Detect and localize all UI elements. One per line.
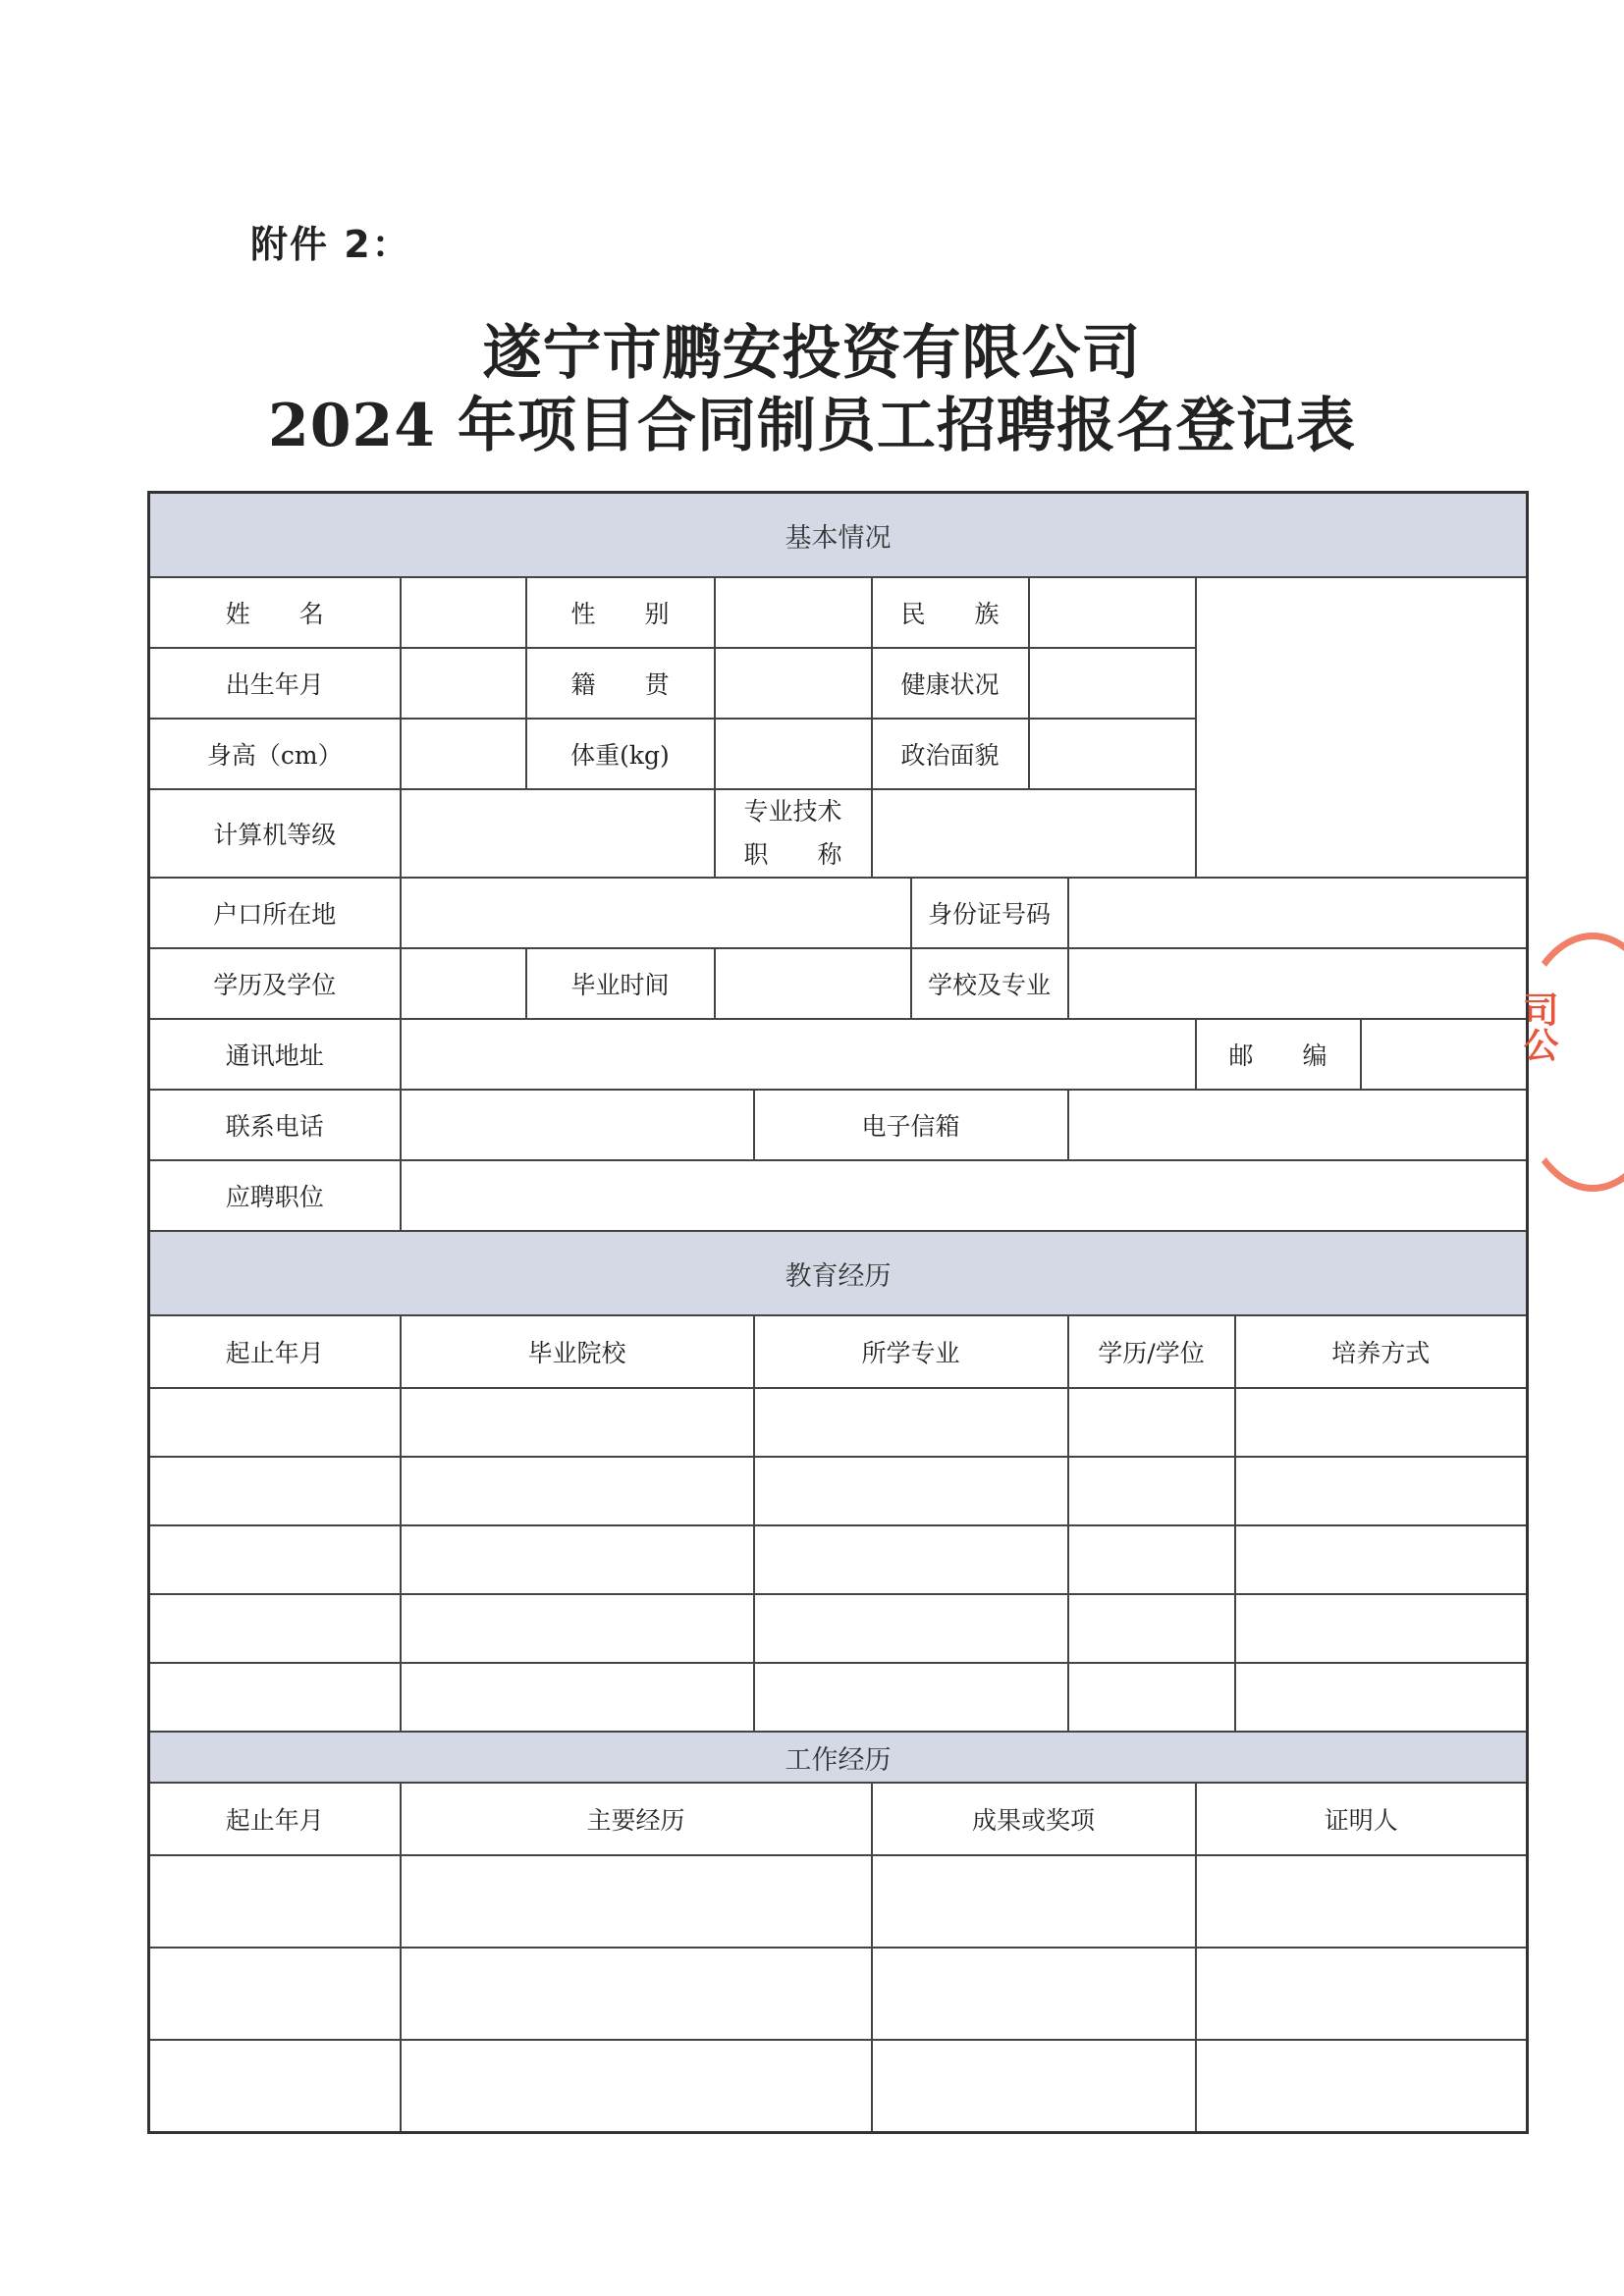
attachment-label: 附件 2： <box>250 223 411 266</box>
input-position[interactable] <box>401 1160 1528 1231</box>
label-political: 政治面貌 <box>872 719 1029 789</box>
input-professional-title[interactable] <box>872 789 1196 878</box>
edu-cell[interactable] <box>1068 1663 1235 1732</box>
table-row <box>149 1948 1528 2040</box>
work-cell[interactable] <box>401 2040 872 2133</box>
label-professional-title-line1: 专业技术 <box>743 797 842 826</box>
edu-header-degree: 学历/学位 <box>1068 1315 1235 1388</box>
label-birth: 出生年月 <box>149 648 401 719</box>
label-name: 姓 名 <box>149 577 401 648</box>
table-row <box>149 1388 1528 1457</box>
work-cell[interactable] <box>1196 1948 1528 2040</box>
photo-box[interactable] <box>1196 577 1528 878</box>
label-native-place: 籍 贯 <box>526 648 715 719</box>
work-cell[interactable] <box>872 1855 1196 1948</box>
label-email: 电子信箱 <box>754 1090 1068 1160</box>
section-basic-info: 基本情况 <box>149 493 1528 578</box>
label-height: 身高（cm） <box>149 719 401 789</box>
work-header-period: 起止年月 <box>149 1783 401 1855</box>
edu-cell[interactable] <box>149 1663 401 1732</box>
edu-cell[interactable] <box>401 1457 754 1525</box>
edu-cell[interactable] <box>1235 1663 1528 1732</box>
table-row <box>149 1855 1528 1948</box>
edu-cell[interactable] <box>1235 1457 1528 1525</box>
label-professional-title <box>715 789 872 878</box>
edu-cell[interactable] <box>754 1525 1068 1594</box>
edu-cell[interactable] <box>1068 1388 1235 1457</box>
table-row <box>149 1525 1528 1594</box>
input-computer-level[interactable] <box>401 789 715 878</box>
input-height[interactable] <box>401 719 526 789</box>
edu-cell[interactable] <box>401 1525 754 1594</box>
edu-cell[interactable] <box>401 1594 754 1663</box>
label-postcode: 邮 编 <box>1196 1019 1361 1090</box>
edu-cell[interactable] <box>401 1663 754 1732</box>
edu-header-period: 起止年月 <box>149 1315 401 1388</box>
table-row <box>149 1594 1528 1663</box>
label-weight: 体重(kg) <box>526 719 715 789</box>
input-email[interactable] <box>1068 1090 1528 1160</box>
work-cell[interactable] <box>872 1948 1196 2040</box>
input-native-place[interactable] <box>715 648 872 719</box>
work-cell[interactable] <box>149 1855 401 1948</box>
edu-cell[interactable] <box>1068 1457 1235 1525</box>
input-weight[interactable] <box>715 719 872 789</box>
company-seal-stamp <box>1512 933 1624 1192</box>
edu-cell[interactable] <box>754 1663 1068 1732</box>
work-cell[interactable] <box>401 1948 872 2040</box>
input-id-number[interactable] <box>1068 878 1528 948</box>
input-birth[interactable] <box>401 648 526 719</box>
input-ethnicity[interactable] <box>1029 577 1196 648</box>
table-row <box>149 1457 1528 1525</box>
label-computer-level: 计算机等级 <box>149 789 401 878</box>
work-cell[interactable] <box>149 2040 401 2133</box>
label-phone: 联系电话 <box>149 1090 401 1160</box>
label-address: 通讯地址 <box>149 1019 401 1090</box>
section-work: 工作经历 <box>149 1732 1528 1783</box>
label-id-number: 身份证号码 <box>911 878 1068 948</box>
edu-cell[interactable] <box>401 1388 754 1457</box>
edu-header-school: 毕业院校 <box>401 1315 754 1388</box>
edu-cell[interactable] <box>149 1594 401 1663</box>
work-cell[interactable] <box>401 1855 872 1948</box>
work-header-referee: 证明人 <box>1196 1783 1528 1855</box>
company-seal-text: 司公 <box>1518 991 1559 1062</box>
input-address[interactable] <box>401 1019 1196 1090</box>
label-professional-title-line2: 职 称 <box>743 840 842 869</box>
edu-cell[interactable] <box>754 1594 1068 1663</box>
edu-cell[interactable] <box>1068 1525 1235 1594</box>
section-education: 教育经历 <box>149 1231 1528 1315</box>
work-cell[interactable] <box>1196 1855 1528 1948</box>
edu-cell[interactable] <box>149 1457 401 1525</box>
label-gender: 性 别 <box>526 577 715 648</box>
edu-header-major: 所学专业 <box>754 1315 1068 1388</box>
work-header-achievements: 成果或奖项 <box>872 1783 1196 1855</box>
edu-cell[interactable] <box>1068 1594 1235 1663</box>
label-grad-time: 毕业时间 <box>526 948 715 1019</box>
input-household[interactable] <box>401 878 911 948</box>
input-name[interactable] <box>401 577 526 648</box>
edu-cell[interactable] <box>754 1388 1068 1457</box>
input-political[interactable] <box>1029 719 1196 789</box>
work-cell[interactable] <box>1196 2040 1528 2133</box>
label-household: 户口所在地 <box>149 878 401 948</box>
edu-cell[interactable] <box>149 1388 401 1457</box>
table-row <box>149 2040 1528 2133</box>
input-phone[interactable] <box>401 1090 754 1160</box>
input-gender[interactable] <box>715 577 872 648</box>
input-health[interactable] <box>1029 648 1196 719</box>
label-health: 健康状况 <box>872 648 1029 719</box>
table-row <box>149 1663 1528 1732</box>
registration-table <box>147 491 1529 2134</box>
label-ethnicity: 民 族 <box>872 577 1029 648</box>
input-postcode[interactable] <box>1361 1019 1528 1090</box>
input-education-degree[interactable] <box>401 948 526 1019</box>
edu-cell[interactable] <box>1235 1525 1528 1594</box>
input-school-major[interactable] <box>1068 948 1528 1019</box>
work-cell[interactable] <box>872 2040 1196 2133</box>
work-cell[interactable] <box>149 1948 401 2040</box>
edu-cell[interactable] <box>1235 1594 1528 1663</box>
form-title: 2024 年项目合同制员工招聘报名登记表 <box>268 392 1356 460</box>
label-school-major: 学校及专业 <box>911 948 1068 1019</box>
input-grad-time[interactable] <box>715 948 911 1019</box>
work-header-experience: 主要经历 <box>401 1783 872 1855</box>
edu-cell[interactable] <box>149 1525 401 1594</box>
edu-header-mode: 培养方式 <box>1235 1315 1528 1388</box>
company-title: 遂宁市鹏安投资有限公司 <box>482 319 1142 388</box>
label-education-degree: 学历及学位 <box>149 948 401 1019</box>
label-position: 应聘职位 <box>149 1160 401 1231</box>
edu-cell[interactable] <box>754 1457 1068 1525</box>
edu-cell[interactable] <box>1235 1388 1528 1457</box>
